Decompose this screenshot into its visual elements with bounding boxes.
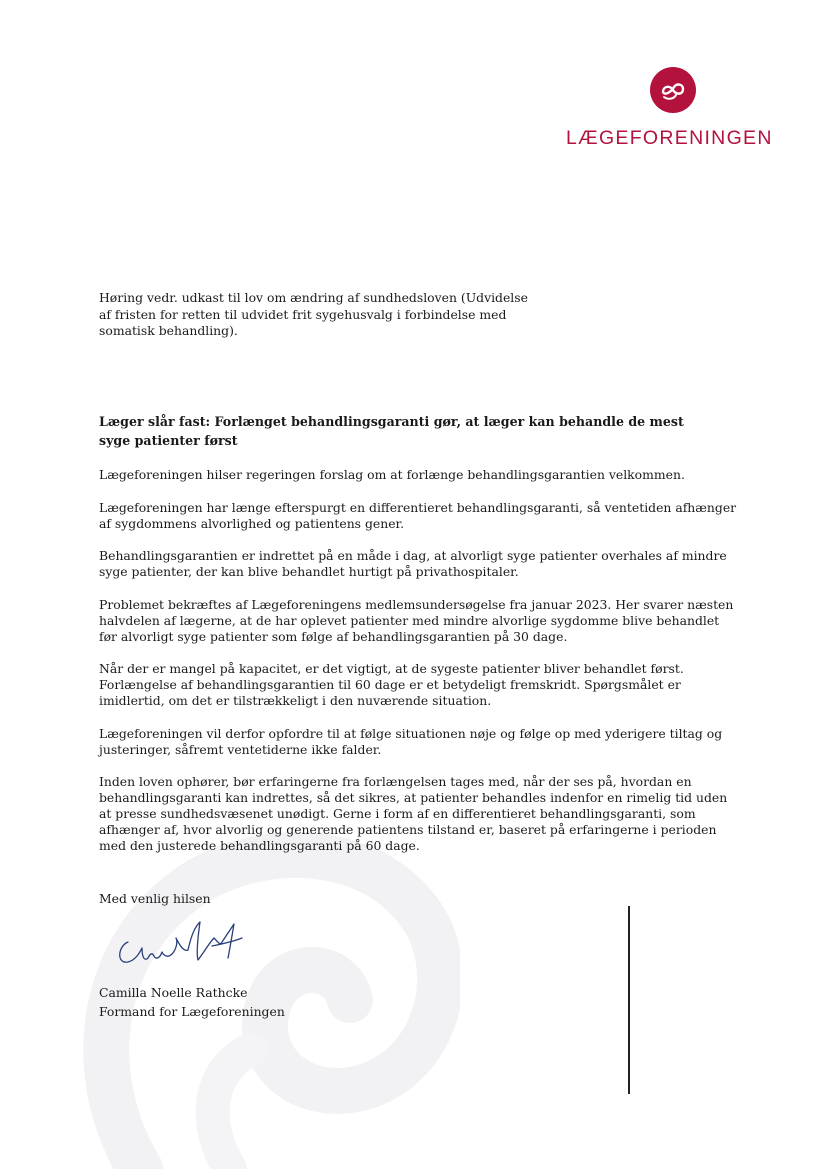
body-paragraph: Lægeforeningen vil derfor opfordre til at følge situationen nøje og følge op med yderigere tiltag og justeringer, såfremt ventetiderne ikke falder. xyxy=(99,725,723,757)
infinity-loop-icon xyxy=(650,67,696,113)
letter-headline: Læger slår fast: Forlænget behandlingsgaranti gør, at læger kan behandle de mest syge patienter først xyxy=(99,414,684,448)
body-paragraph: Lægeforeningen hilser regeringen forslag om at forlænge behandlingsgarantien velkommen. xyxy=(99,467,685,482)
logo-wordmark: LÆGEFORENINGEN xyxy=(566,127,773,149)
handwritten-signature xyxy=(114,912,246,968)
signer-title: Formand for Lægeforeningen xyxy=(99,1004,285,1019)
body-paragraph: Inden loven ophører, bør erfaringerne fra forlængelsen tages med, når der ses på, hvordan en behandlingsgaranti kan indrettes, så det sikres, at patienter behandles indenfor en rimelig tid uden at presse sundhedsvæsenet unødigt. Gerne i form af en differentieret behandlingsgaranti, som afhænger af, hvor alvorlig og generende patientens tilstand er, baseret på erfaringerne i perioden med den justerede behandlingsgaranti på 60 dage. xyxy=(99,774,728,853)
body-paragraph: Behandlingsgarantien er indrettet på en måde i dag, at alvorligt syge patienter overhales af mindre syge patienter, der kan blive behandlet hurtigt på privathospitaler. xyxy=(99,548,727,579)
signer-name: Camilla Noelle Rathcke xyxy=(99,985,248,1000)
body-paragraph: Problemet bekræftes af Lægeforeningens medlemsundersøgelse fra januar 2023. Her svarer næsten halvdelen af lægerne, at de har oplevet patienter med mindre alvorlige sygdomme blive behandlet før alvorligt syge patienter som følge af behandlingsgarantien på 30 dage. xyxy=(99,596,734,644)
signer-block xyxy=(99,983,285,1021)
body-paragraph: Lægeforeningen har længe efterspurgt en differentieret behandlingsgaranti, så ventetiden afhænger af sygdommens alvorlighed og patientens gener. xyxy=(99,499,737,531)
letter-subject: Høring vedr. udkast til lov om ændring af sundhedsloven (Udvidelse af fristen for retten til udvidet frit sygehusvalg i forbindelse med somatisk behandling). xyxy=(99,290,528,338)
closing-salutation: Med venlig hilsen xyxy=(99,891,211,906)
body-paragraph: Når der er mangel på kapacitet, er det vigtigt, at de sygeste patienter bliver behandlet først. Forlængelse af behandlingsgarantien til 60 dage er et betydeligt fremskridt. Spørgsmålet er imidlertid, om det er tilstrækkeligt i den nuværende situation. xyxy=(99,661,684,708)
vertical-divider xyxy=(628,906,630,1094)
letter-body xyxy=(99,467,739,871)
